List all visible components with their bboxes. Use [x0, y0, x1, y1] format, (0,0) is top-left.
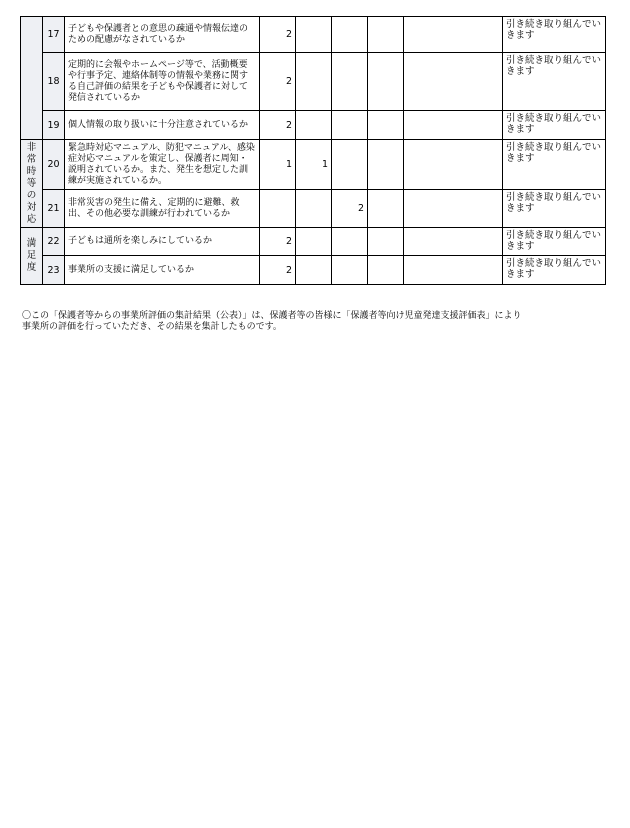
count-no [332, 256, 368, 285]
row-number: 18 [43, 53, 65, 111]
count-yes: 2 [260, 228, 296, 256]
count-neutral [296, 53, 332, 111]
remarks-cell [404, 228, 503, 256]
count-unknown [368, 111, 404, 140]
count-neutral [296, 228, 332, 256]
table-row [21, 228, 606, 256]
comment-text: 引き続き取り組んでいきます [503, 17, 606, 53]
count-neutral [296, 256, 332, 285]
comment-text: 引き続き取り組んでいきます [503, 228, 606, 256]
count-no [332, 228, 368, 256]
count-neutral [296, 111, 332, 140]
count-unknown [368, 228, 404, 256]
category-satisfaction: 満足度 [21, 228, 43, 285]
count-yes: 2 [260, 256, 296, 285]
count-unknown [368, 17, 404, 53]
count-no [332, 17, 368, 53]
row-number: 22 [43, 228, 65, 256]
count-unknown [368, 256, 404, 285]
count-yes: 2 [260, 17, 296, 53]
count-no [332, 53, 368, 111]
remarks-cell [404, 140, 503, 190]
comment-text: 引き続き取り組んでいきます [503, 190, 606, 228]
remarks-cell [404, 17, 503, 53]
question-text: 緊急時対応マニュアル、防犯マニュアル、感染症対応マニュアルを策定し、保護者に周知・説明されているか。また、発生を想定した訓練が実施されているか。 [65, 140, 260, 190]
comment-text: 引き続き取り組んでいきます [503, 111, 606, 140]
table-row [21, 111, 606, 140]
count-yes: 2 [260, 53, 296, 111]
count-unknown [368, 140, 404, 190]
remarks-cell [404, 256, 503, 285]
table-row [21, 53, 606, 111]
count-yes [260, 190, 296, 228]
row-number: 23 [43, 256, 65, 285]
comment-text: 引き続き取り組んでいきます [503, 53, 606, 111]
count-yes: 2 [260, 111, 296, 140]
table-row [21, 140, 606, 190]
row-number: 17 [43, 17, 65, 53]
count-no [332, 111, 368, 140]
comment-text: 引き続き取り組んでいきます [503, 140, 606, 190]
question-text: 個人情報の取り扱いに十分注意されているか [65, 111, 260, 140]
count-no [332, 140, 368, 190]
count-neutral [296, 17, 332, 53]
category-cell [21, 17, 43, 140]
count-neutral [296, 190, 332, 228]
row-number: 21 [43, 190, 65, 228]
footnote: 〇この「保護者等からの事業所評価の集計結果（公表）」は、保護者等の皆様に「保護者等向け児童発達支援評価表」により事業所の評価を行っていただき、その結果を集計したものです。 [22, 311, 522, 332]
comment-text: 引き続き取り組んでいきます [503, 256, 606, 285]
remarks-cell [404, 53, 503, 111]
question-text: 子どもや保護者との意思の疎通や情報伝達のための配慮がなされているか [65, 17, 260, 53]
question-text: 非常災害の発生に備え、定期的に避難、救出、その他必要な訓練が行われているか [65, 190, 260, 228]
evaluation-table [20, 16, 606, 285]
count-unknown [368, 190, 404, 228]
question-text: 定期的に会報やホームページ等で、活動概要や行事予定、連絡体制等の情報や業務に関する自己評価の結果を子どもや保護者に対して発信されているか [65, 53, 260, 111]
question-text: 事業所の支援に満足しているか [65, 256, 260, 285]
row-number: 20 [43, 140, 65, 190]
table-row [21, 17, 606, 53]
question-text: 子どもは通所を楽しみにしているか [65, 228, 260, 256]
count-yes: 1 [260, 140, 296, 190]
count-unknown [368, 53, 404, 111]
count-neutral: 1 [296, 140, 332, 190]
category-emergency: 非常時等の対応 [21, 140, 43, 228]
table-row [21, 190, 606, 228]
remarks-cell [404, 190, 503, 228]
row-number: 19 [43, 111, 65, 140]
table-row [21, 256, 606, 285]
remarks-cell [404, 111, 503, 140]
count-no: 2 [332, 190, 368, 228]
